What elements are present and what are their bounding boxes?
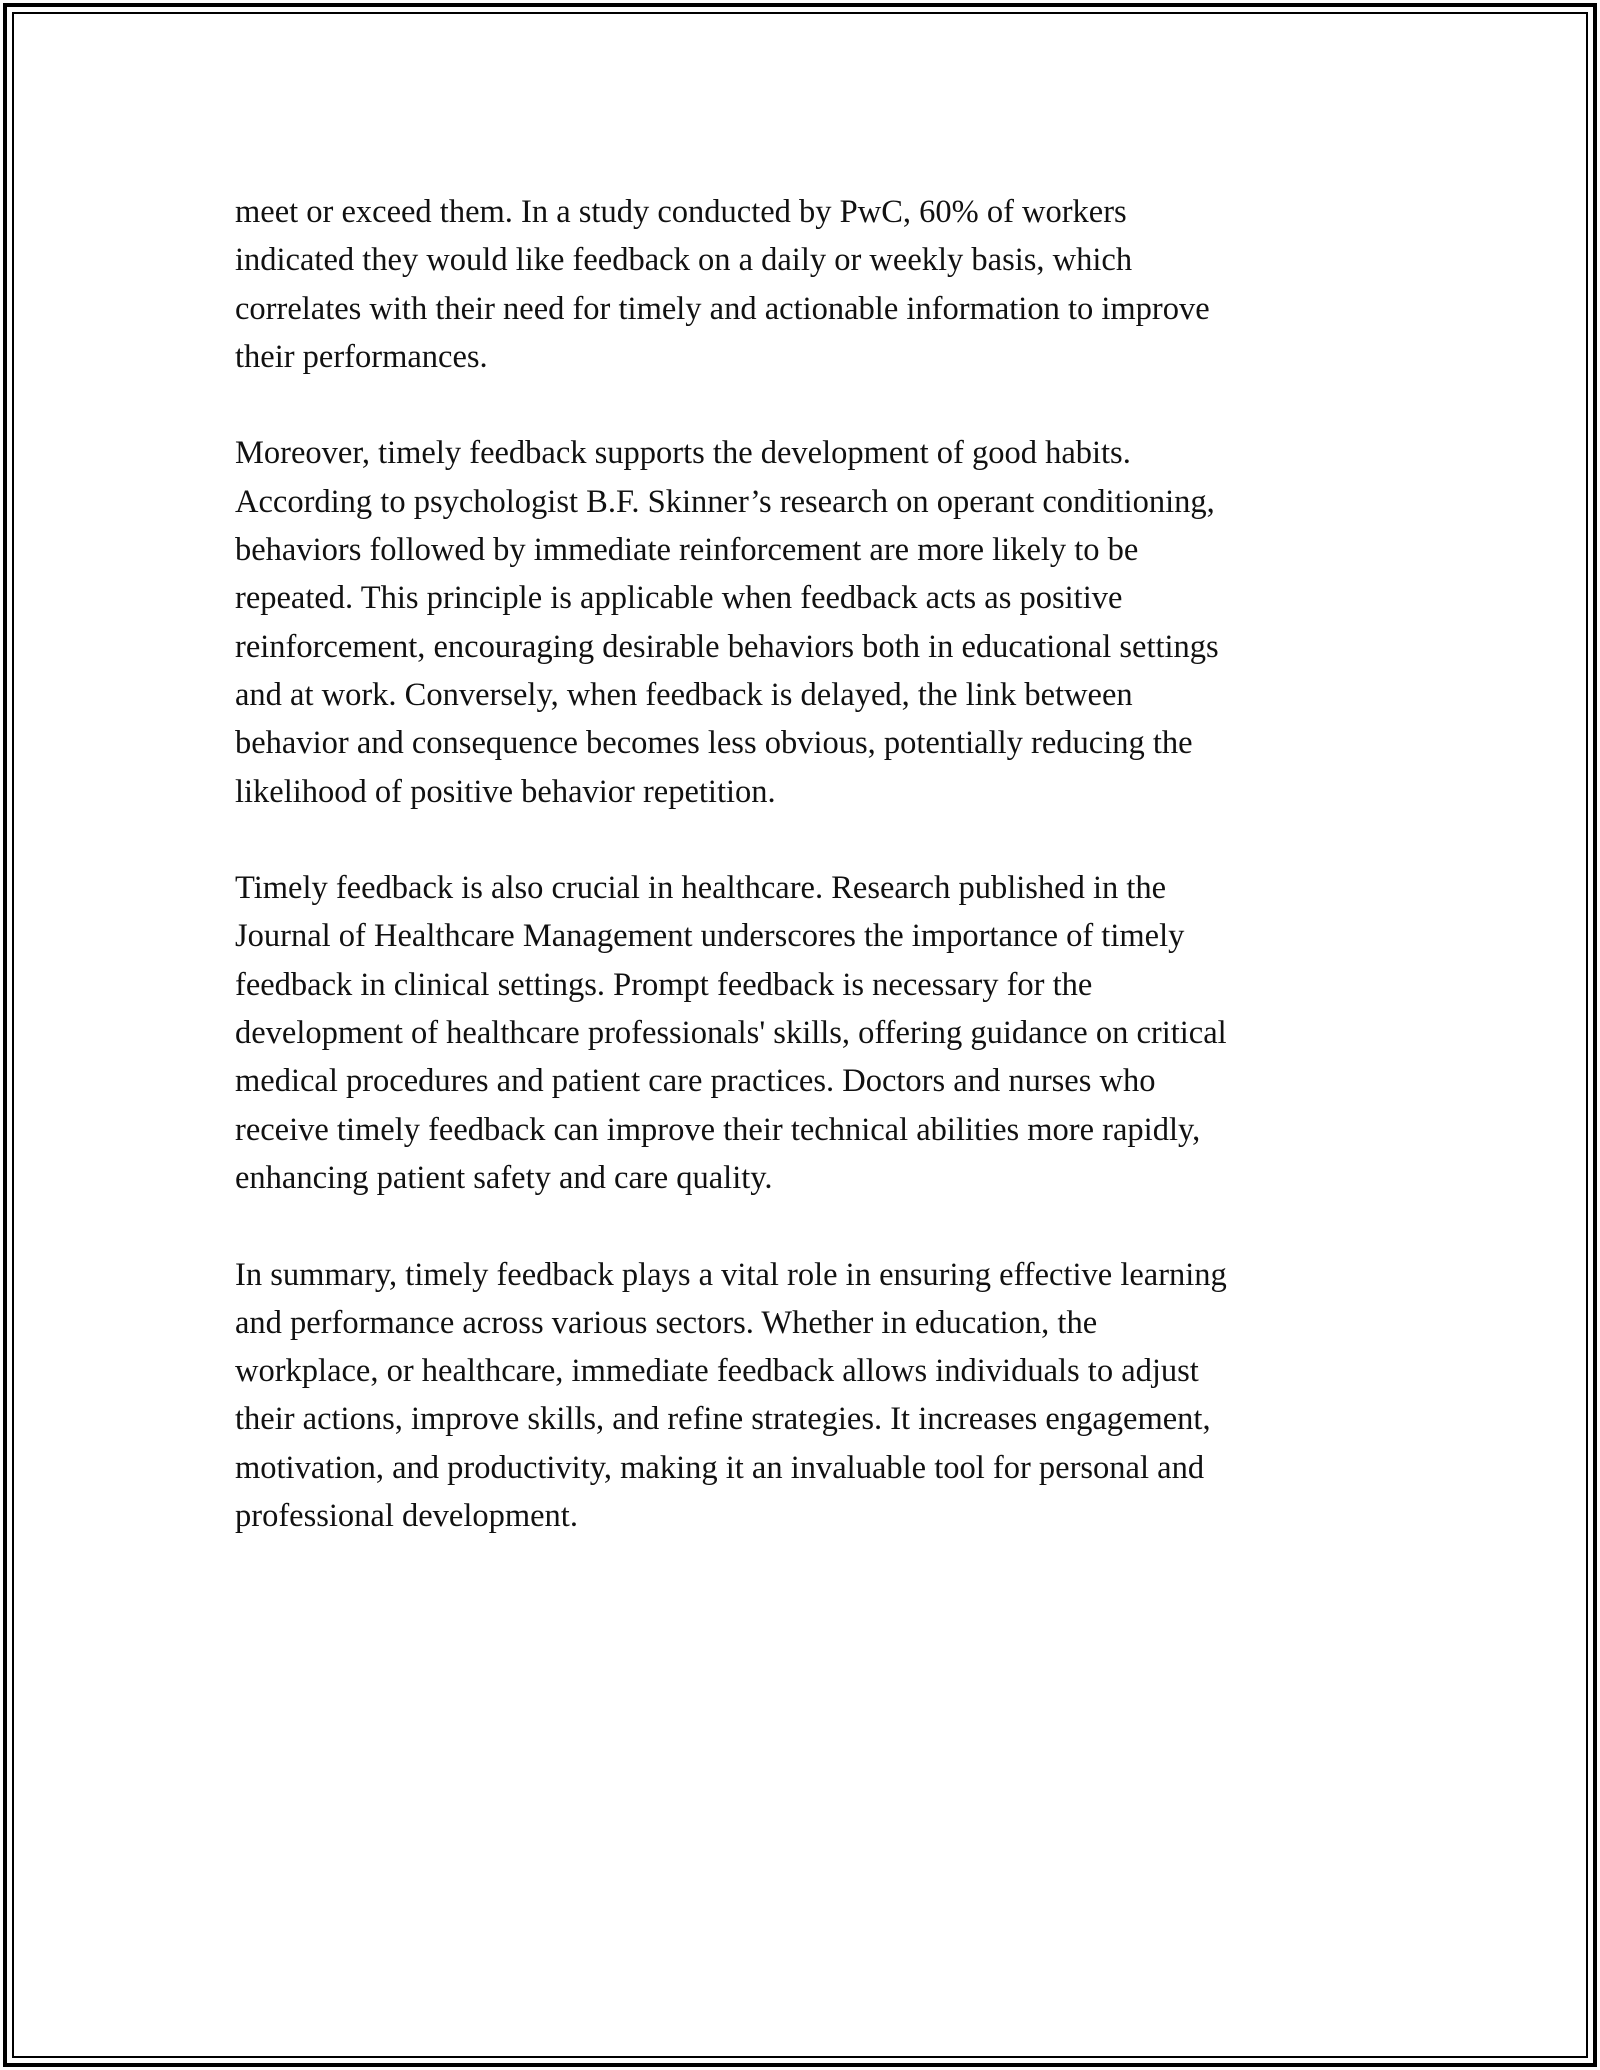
document-body — [235, 188, 1415, 1589]
paragraph-pwc-study: meet or exceed them. In a study conducted by PwC, 60% of workers indicated they would like feedback on a daily or weekly basis, which correlates with their need for timely and actionable information to improve their performances. — [235, 194, 1210, 375]
paragraph-healthcare: Timely feedback is also crucial in healthcare. Research published in the Journal of Healthcare Management underscores the importance of timely feedback in clinical settings. Prompt feedback is necessary for the development of healthcare professionals' skills, offering guidance on critical medical procedures and patient care practices. Doctors and nurses who receive timely feedback can improve their technical abilities more rapidly, enhancing patient safety and care quality. — [235, 870, 1227, 1196]
paragraph-good-habits: Moreover, timely feedback supports the development of good habits. According to psychologist B.F. Skinner’s research on operant conditioning, behaviors followed by immediate reinforcement are more likely to be repeated. This principle is applicable when feedback acts as positive reinforcement, encouraging desirable behaviors both in educational settings and at work. Conversely, when feedback is delayed, the link between behavior and consequence becomes less obvious, potentially reducing the likelihood of positive behavior repetition. — [235, 435, 1219, 810]
paragraph-summary: In summary, timely feedback plays a vital role in ensuring effective learning and performance across various sectors. Whether in education, the workplace, or healthcare, immediate feedback allows individuals to adjust their actions, improve skills, and refine strategies. It increases engagement, motivation, and productivity, making it an invaluable tool for personal and professional development. — [235, 1256, 1227, 1535]
